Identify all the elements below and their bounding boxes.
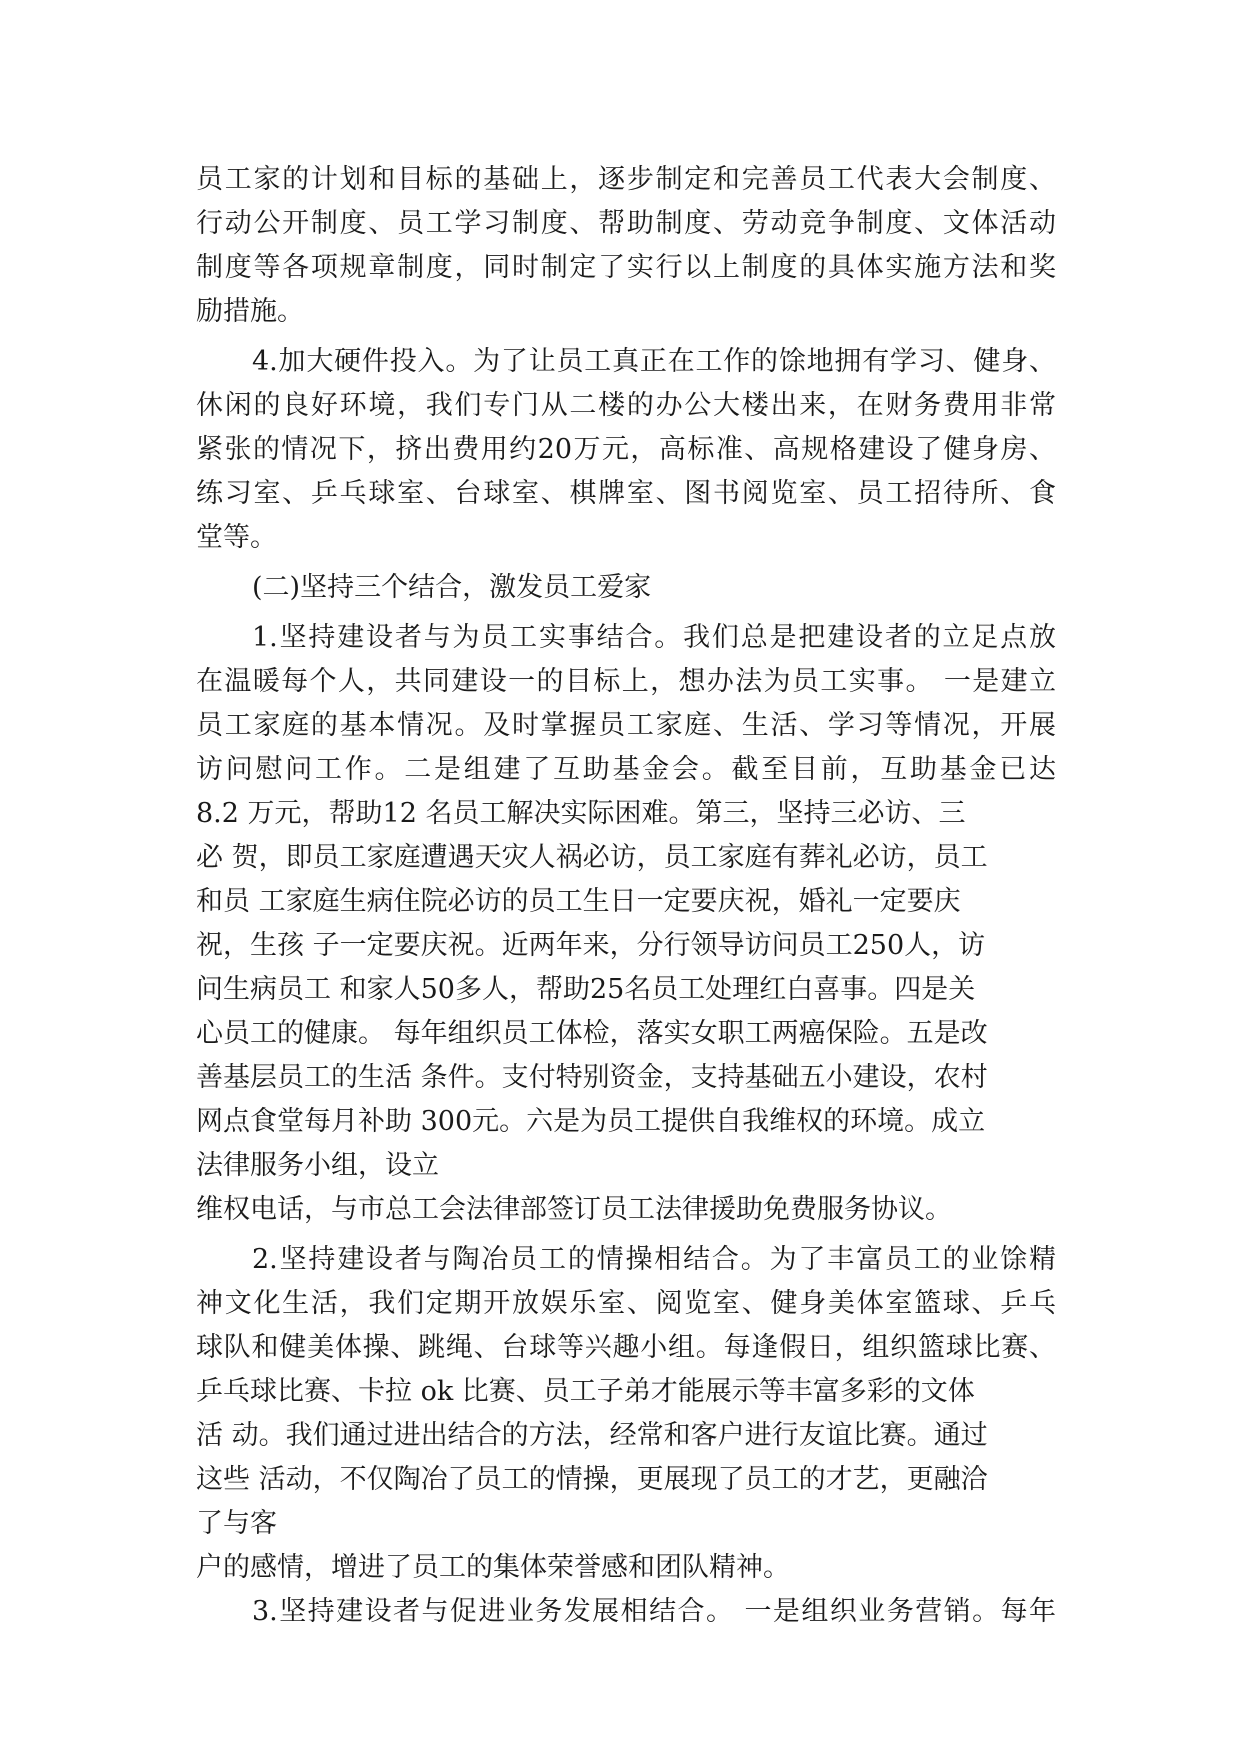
text-line: 这些 活动，不仅陶冶了员工的情操，更展现了员工的才艺，更融洽 [196, 1464, 988, 1495]
text-line: 问生病员工 和家人50多人，帮助25名员工处理红白喜事。四是关 [196, 974, 976, 1005]
text-line: 2.坚持建设者与陶冶员工的情操相结合。为了丰富员工的业馀精 [252, 1244, 1056, 1275]
text-line: 网点食堂每月补助 300元。六是为员工提供自我维权的环境。成立 [196, 1106, 986, 1137]
text-line: 3.坚持建设者与促进业务发展相结合。 一是组织业务营销。每年 [252, 1596, 1056, 1627]
text-line: 神文化生活，我们定期开放娱乐室、阅览室、健身美体室篮球、乒乓 [196, 1288, 1056, 1319]
text-line: 员工家的计划和目标的基础上，逐步制定和完善员工代表大会制度、 [196, 164, 1056, 195]
text-line: 祝，生孩 子一定要庆祝。近两年来，分行领导访问员工250人，访 [196, 930, 986, 961]
text-line: 维权电话，与市总工会法律部签订员工法律援助免费服务协议。 [196, 1194, 952, 1225]
text-line: 1.坚持建设者与为员工实事结合。我们总是把建设者的立足点放 [252, 622, 1056, 653]
text-line: 活 动。我们通过进出结合的方法，经常和客户进行友谊比赛。通过 [196, 1420, 988, 1451]
text-line: 球队和健美体操、跳绳、台球等兴趣小组。每逢假日，组织篮球比赛、 [196, 1332, 1056, 1363]
text-line: 员工家庭的基本情况。及时掌握员工家庭、生活、学习等情况，开展 [196, 710, 1056, 741]
text-line: 行动公开制度、员工学习制度、帮助制度、劳动竞争制度、文体活动 [196, 208, 1056, 239]
text-line: 在温暖每个人，共同建设一的目标上，想办法为员工实事。 一是建立 [196, 666, 1056, 697]
text-line: 了与客 [196, 1508, 277, 1539]
text-line: 法律服务小组，设立 [196, 1150, 439, 1181]
document-body [196, 158, 1056, 1634]
text-line: 练习室、乒乓球室、台球室、棋牌室、图书阅览室、员工招待所、食 [196, 478, 1056, 509]
text-line: 堂等。 [196, 522, 277, 553]
text-line: 制度等各项规章制度，同时制定了实行以上制度的具体实施方法和奖 [196, 252, 1056, 283]
text-line: 户的感情，增进了员工的集体荣誉感和团队精神。 [196, 1552, 790, 1583]
text-line: 乒乓球比赛、卡拉 ok 比赛、员工子弟才能展示等丰富多彩的文体 [196, 1376, 975, 1407]
text-line: 4.加大硬件投入。为了让员工真正在工作的馀地拥有学习、健身、 [252, 346, 1056, 377]
text-line: 必 贺，即员工家庭遭遇天灾人祸必访，员工家庭有葬礼必访，员工 [196, 842, 988, 873]
text-line: 紧张的情况下，挤出费用约20万元，高标准、高规格建设了健身房、 [196, 434, 1056, 465]
text-line: 和员 工家庭生病住院必访的员工生日一定要庆祝，婚礼一定要庆 [196, 886, 961, 917]
text-line: 休闲的良好环境，我们专门从二楼的办公大楼出来，在财务费用非常 [196, 390, 1056, 421]
section-heading: (二)坚持三个结合，激发员工爱家 [252, 572, 652, 603]
text-line: 善基层员工的生活 条件。支付特别资金，支持基础五小建设，农村 [196, 1062, 988, 1093]
text-line: 励措施。 [196, 296, 304, 327]
text-line: 8.2 万元，帮助12 名员工解决实际困难。第三，坚持三必访、三 [196, 798, 966, 829]
text-line: 心员工的健康。 每年组织员工体检，落实女职工两癌保险。五是改 [196, 1018, 988, 1049]
text-line: 访问慰问工作。二是组建了互助基金会。截至目前，互助基金已达 [196, 754, 1056, 785]
